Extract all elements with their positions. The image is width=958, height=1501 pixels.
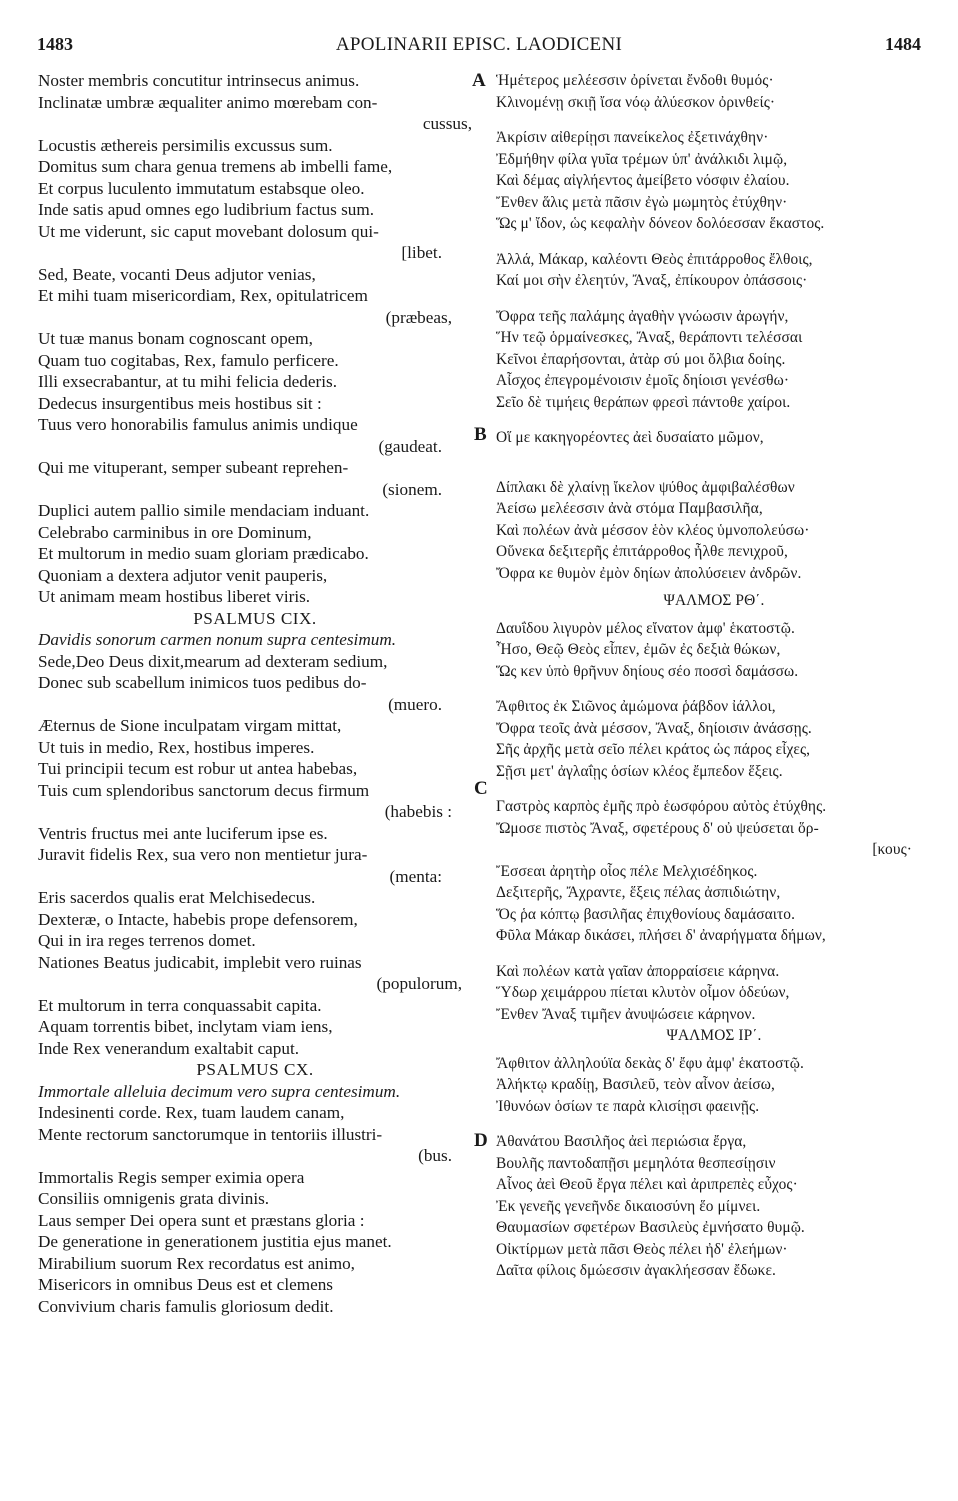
latin-line-continuation: (muero. (388, 694, 442, 714)
greek-line: Ὄφρα τεοῖς ἀνὰ μέσσον, Ἄναξ, δηίοισιν ἀνάσσῃς. (496, 719, 812, 737)
latin-line: Et mihi tuam misericordiam, Rex, opitulatricem (38, 286, 368, 305)
latin-line-continuation: (bus. (418, 1146, 452, 1165)
greek-line: Ἔνθεν Ἄναξ τιμῆεν ἀνυψώσειε κάρηνον. (496, 1005, 756, 1023)
greek-line: Κεῖνοι ἐπαρήσονται, ἀτὰρ σύ μοι ὄλβια δοίης. (496, 350, 786, 368)
running-title: APOLINARII EPISC. LAODICENI (335, 34, 623, 55)
page-number-left: 1483 (37, 34, 73, 54)
latin-line: Sede,Deo Deus dixit,mearum ad dexteram sedium, (38, 651, 388, 671)
latin-line: Consiliis omnigenis grata divinis. (38, 1189, 270, 1208)
section-marker-c: C (474, 778, 488, 799)
greek-line: Ἀθανάτου Βασιλῆος ἀεὶ περιώσια ἔργα, (496, 1133, 747, 1150)
greek-line: Οἰκτίρμων μετὰ πᾶσι Θεὸς πέλει ἠδ' ἐλεήμων· (496, 1240, 788, 1258)
latin-line: Ut animam meam hostibus liberet viris. (38, 587, 311, 606)
latin-line: Qui in ira reges terrenos domet. (38, 931, 256, 950)
section-marker-d: D (474, 1130, 488, 1151)
greek-column (496, 70, 932, 1282)
greek-line: Θαυμασίων σφετέρων Βασιλεὺς ἐμνήσατο θυμῷ. (496, 1219, 805, 1236)
greek-line: Οἵ με κακηγορέοντες ἀεὶ δυσαίατο μῶμον, (496, 429, 764, 446)
latin-line: Indesinenti corde. Rex, tuam laudem canam, (38, 1103, 345, 1122)
latin-line: Aquam torrentis bibet, inclytam viam iens, (38, 1017, 333, 1036)
latin-line: Celebrabo carminibus in ore Dominum, (38, 522, 312, 542)
section-marker-a: A (472, 70, 486, 91)
greek-line: Δαῖτα φίλοις δμώεσσιν ἀγακλήεσσαν ἔδωκε. (496, 1262, 776, 1279)
greek-line: Ἀείσω μελέεσσιν ἀνὰ στόμα Παμβασιλῆα, (496, 500, 763, 517)
latin-line: Ut tuis in medio, Rex, hostibus imperes. (38, 737, 315, 757)
greek-line: Ἧσο, Θεῷ Θεὸς εἶπεν, ἐμῶν ἐς δεξιὰ θώκων, (496, 641, 781, 658)
latin-line-continuation: (sionem. (382, 479, 442, 499)
greek-line: Σῆς ἀρχῆς μετὰ σεῖο πέλει κράτος ὡς πάρος εἶχες, (496, 741, 811, 758)
latin-line: Inclinatæ umbræ æqualiter animo mœrebam con- (38, 92, 378, 112)
greek-line: Οὕνεκα δεξιτερῆς ἐπιτάρροθος ἦλθε πενιχροῦ, (496, 543, 788, 560)
latin-line: De generatione in generationem justitia ejus manet. (38, 1232, 392, 1251)
greek-line: Κλινομένῃ σκιῇ ἴσα νόῳ ἀλύεσκον ὀρινθείς· (496, 93, 776, 111)
latin-line: Misericors in omnibus Deus est et clemens (38, 1275, 333, 1294)
greek-line: Ὥς κεν ὑπὸ θρῆνυν δηίους σέο ποσσὶ δαμάσσω. (496, 662, 799, 680)
greek-line: Ἰθυνόων ὁσίων τε παρὰ κλισίῃσι φαεινῇς. (496, 1097, 760, 1115)
latin-line: Locustis æthereis persimilis excussus sum. (38, 135, 333, 155)
latin-line: Et multorum in terra conquassabit capita. (38, 995, 322, 1015)
latin-line: Duplici autem pallio simile mendaciam induant. (38, 501, 370, 520)
greek-line-continuation: [κους· (872, 841, 912, 858)
page-number-right: 1484 (885, 34, 921, 54)
greek-line: Καί μοι σὴν ἐλεητύν, Ἄναξ, ἐπίκουρον ὀπάσσοις· (496, 272, 808, 289)
greek-line: Καὶ δέμας αἰγλήεντος ἀμείβετο νόσφιν ἐλαίου. (496, 172, 790, 189)
latin-line: Noster membris concutitur intrinsecus animus. (38, 71, 360, 90)
latin-line: Inde Rex venerandum exaltabit caput. (38, 1038, 300, 1058)
greek-line: Δαυΐδου λιγυρὸν μέλος εἴνατον ἀμφ' ἑκατοστῷ. (496, 619, 795, 637)
greek-line: Σεῖο δὲ τιμήεις θεράπων φρεσὶ πάντοθε χαίροι. (496, 393, 791, 411)
latin-line: Qui me vituperant, semper subeant reprehen- (38, 458, 349, 477)
greek-line: Καὶ πολέων κατὰ γαῖαν ἀπορραίσειε κάρηνα. (496, 962, 780, 980)
greek-line: Ὤμοσε πιστὸς Ἄναξ, σφετέρους δ' οὐ ψεύσεται ὅρ- (496, 819, 819, 837)
psalm-heading-greek-ir: ΨΑΛΜΟΣ ΙΡ΄. (666, 1027, 762, 1044)
greek-line: Ἀκρίσιν αἰθερίῃσι πανείκελος ἐξετινάχθην· (496, 129, 769, 146)
latin-line: Æternus de Sione inculpatam virgam mittat, (38, 716, 342, 735)
greek-line: Ἀλήκτῳ κραδίῃ, Βασιλεῦ, τεὸν αἶνον ἀείσω, (496, 1076, 775, 1093)
latin-line: Nationes Beatus judicabit, implebit vero ruinas (38, 952, 362, 972)
latin-line: Dedecus insurgentibus meis hostibus sit : (38, 393, 322, 413)
greek-line: Ὅς ῥα κόπτῳ βασιλῆας ἐπιχθονίους δαμάσαιτο. (496, 905, 796, 923)
greek-line: Ἀλλά, Μάκαρ, καλέοντι Θεὸς ἐπιτάρροθος ἔλθοις, (496, 250, 813, 268)
psalm-subtitle-latin: Davidis sonorum carmen nonum supra centesimum. (38, 630, 397, 649)
psalm-subtitle-latin: Immortale alleluia decimum vero supra centesimum. (38, 1081, 401, 1101)
latin-line-continuation: [libet. (401, 243, 442, 262)
greek-line: Καὶ πολέων ἀνὰ μέσσον ἑὸν κλέος ὑμνοπολεύσω· (496, 521, 810, 539)
greek-line: Ἔνθεν ἅλις μετὰ πᾶσιν ἐγὼ μωμητὸς ἐτύχθην· (496, 193, 788, 211)
greek-line: Δίπλακι δὲ χλαίνῃ ἴκελον ψύθος ἀμφιβαλέσθων (496, 478, 795, 496)
latin-line-continuation: cussus, (422, 114, 472, 133)
latin-line-continuation: (populorum, (376, 974, 462, 993)
latin-line: Dexteræ, o Intacte, habebis prope defensorem, (38, 909, 358, 929)
latin-line: Laus semper Dei opera sunt et præstans gloria : (38, 1210, 365, 1230)
section-marker-b: B (474, 424, 487, 445)
greek-line: Αἶσχος ἐπεγρομένοισιν ἐμοῖς δηίοισι γενέσθω· (496, 372, 790, 389)
latin-line: Ut me viderunt, sic caput movebant dolosum qui- (38, 221, 379, 241)
latin-line: Tuus vero honorabilis famulus animis undique (38, 415, 358, 434)
latin-line: Et corpus luculento immutatum estabsque oleo. (38, 178, 365, 198)
greek-line: Ἥν τεῷ ὁρμαίνεσκες, Ἄναξ, θεράποντι τελέσσαι (496, 329, 803, 346)
latin-line-continuation: (habebis : (384, 802, 452, 821)
greek-line: Ἐκ γενεῆς γενεῆνδε δικαιοσύνη ἕο μίμνει. (496, 1197, 761, 1215)
greek-line: Βουλῆς παντοδαπῇσι μεμηλότα θεσπεσίῃσιν (496, 1154, 776, 1172)
latin-line: Quam tuo cogitabas, Rex, famulo perficere. (38, 350, 339, 370)
greek-line: Σῇσι μετ' ἀγλαΐῃς ὁσίων κλέος ἔμπεδον ἕξεις. (496, 762, 783, 780)
latin-line: Juravit fidelis Rex, sua vero non mentietur jura- (38, 845, 368, 864)
latin-line: Inde satis apud omnes ego ludibrium factus sum. (38, 200, 375, 219)
latin-line: Illi exsecrabantur, at tu mihi felicia dederis. (38, 372, 338, 391)
page-header (0, 34, 958, 64)
latin-line-continuation: (præbeas, (385, 307, 452, 327)
latin-line: Ut tuæ manus bonam cognoscant opem, (38, 329, 313, 348)
greek-line: Ἄφθιτος ἐκ Σιῶνος ἀμώμονα ῥάβδον ἰάλλοι, (496, 698, 776, 715)
latin-line: Ventris fructus mei ante luciferum ipse es. (38, 823, 328, 843)
latin-line-continuation: (menta: (389, 866, 442, 886)
latin-line: Mente rectorum sanctorumque in tentoriis illustri- (38, 1124, 383, 1144)
latin-line: Mirabilium suorum Rex recordatus est animo, (38, 1253, 355, 1273)
greek-line: Αἶνος ἀεὶ Θεοῦ ἔργα πέλει καὶ ἀριπρεπὲς εὖχος· (496, 1176, 798, 1193)
greek-line: Ἡμέτερος μελέεσσιν ὀρίνεται ἔνδοθι θυμός· (496, 72, 774, 89)
greek-line: Ἄφθιτον ἀλληλούϊα δεκὰς δ' ἔφυ ἀμφ' ἑκατοστῷ. (496, 1054, 804, 1072)
greek-line: Φῦλα Μάκαρ δικάσει, πλήσει δ' ἀναρήγματα δήμων, (496, 927, 826, 944)
latin-line: Tui principii tecum est robur ut antea habebas, (38, 759, 358, 778)
greek-line: Ἔσσεαι ἀρητὴρ οἷος πέλε Μελχισέδηκος. (496, 862, 758, 880)
greek-line: Ὄφρα τεῆς παλάμης ἀγαθὴν γνώωσιν ἀρωγήν, (496, 307, 789, 325)
latin-line: Donec sub scabellum inimicos tuos pedibus do- (38, 673, 367, 692)
latin-line: Immortalis Regis semper eximia opera (38, 1167, 305, 1187)
psalm-heading-greek-rth: ΨΑΛΜΟΣ ΡΘ΄. (663, 592, 765, 609)
latin-line: Et multorum in medio suam gloriam prædicabo. (38, 544, 369, 563)
greek-line: Ὥς μ' ἴδον, ὡς κεφαλὴν δόνεον δολόεσσαν ἕκαστος. (496, 215, 825, 232)
greek-line: Δεξιτερῆς, Ἄχραντε, ἕξεις πέλας ἀσπιδιώτην, (496, 884, 781, 901)
latin-line: Sed, Beate, vocanti Deus adjutor venias, (38, 264, 316, 284)
latin-line: Eris sacerdos qualis erat Melchisedecus. (38, 888, 316, 907)
greek-line: Γαστρὸς καρπὸς ἐμῆς πρὸ ἑωσφόρου αὐτὸς ἐτύχθης. (496, 798, 827, 815)
latin-column (38, 70, 472, 1317)
latin-line: Domitus sum chara genua tremens ab imbelli fame, (38, 157, 393, 176)
latin-line: Tuis cum splendoribus sanctorum decus firmum (38, 780, 370, 800)
latin-line: Quoniam a dextera adjutor venit pauperis, (38, 565, 328, 585)
psalm-heading-latin-cix: PSALMUS CIX. (193, 608, 317, 628)
latin-line: Convivium charis famulis gloriosum dedit. (38, 1296, 334, 1316)
latin-line-continuation: (gaudeat. (378, 436, 442, 456)
greek-line: Ὕδωρ χειμάρρου πίεται κλυτὸν οἶμον ὁδεύων, (496, 984, 790, 1001)
greek-line: Ὄφρα κε θυμὸν ἐμὸν δηίων ἀπολύσειεν ἀνδρῶν. (496, 564, 802, 582)
greek-line: Ἐδμήθην φίλα γυῖα τρέμων ὑπ' ἀνάλκιδι λιμῷ, (496, 150, 788, 168)
psalm-heading-latin-cx: PSALMUS CX. (196, 1060, 314, 1079)
